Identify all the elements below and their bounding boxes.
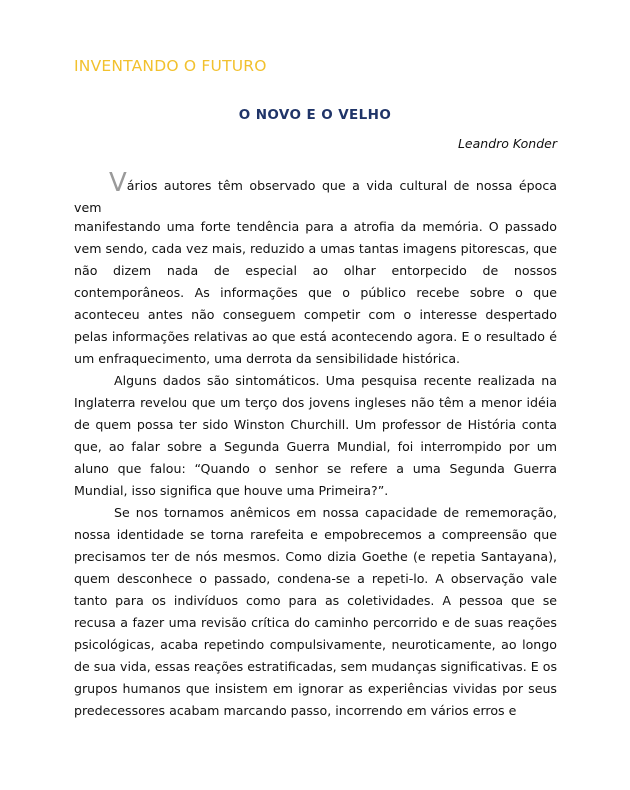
article-title: O NOVO E O VELHO: [238, 107, 392, 123]
article-author: Leandro Konder: [457, 136, 557, 151]
paragraph-2: Alguns dados são sintomáticos. Uma pesquisa recente realizada na Inglaterra revelou que um terço dos jovens ingleses não têm a menor idéia de quem possa ter sido Winston Churchill. Um professor de História conta que, ao falar sobre a Segunda Guerra Mundial, foi interrompido por um aluno que falou: “Quando o senhor se refere a uma Segunda Guerra Mundial, isso significa que houve uma Primeira?”.: [74, 373, 557, 498]
section-header: INVENTANDO O FUTURO: [74, 57, 267, 75]
paragraph-3: Se nos tornamos anêmicos em nossa capacidade de rememoração, nossa identidade se torna rarefeita e empobrecemos a compreensão que precisamos ter de nós mesmos. Como dizia Goethe (e repetia Santayana), quem desconhece o passado, condena-se a repeti-lo. A observação vale tanto para os indivíduos como para as coletividades. A pessoa que se recusa a fazer uma revisão crítica do caminho percorrido e de suas reações psicológicas, acaba repetindo compulsivamente, neuroticamente, ao longo de sua vida, essas reações estratificadas, sem mudanças significativas. E os grupos humanos que insistem em ignorar as experiências vividas por seus predecessores acabam marcando passo, incorrendo em vários erros e: [74, 505, 557, 718]
drop-cap: V: [109, 168, 127, 198]
paragraph-1-first-line: [74, 168, 557, 216]
paragraph-1: manifestando uma forte tendência para a atrofia da memória. O passado vem sendo, cada vez mais, reduzido a umas tantas imagens pitorescas, que não dizem nada de especial ao olhar entorpecido de nossos contemporâneos. As informações que o público recebe sobre o que aconteceu antes não conseguem competir com o interesse despertado pelas informações relativas ao que está acontecendo agora. E o resultado é um enfraquecimento, uma derrota da sensibilidade histórica.: [74, 219, 557, 366]
paragraph-1-first-line-text: ários autores têm observado que a vida cultural de nossa época vem: [74, 178, 557, 215]
article-body: [74, 168, 557, 722]
